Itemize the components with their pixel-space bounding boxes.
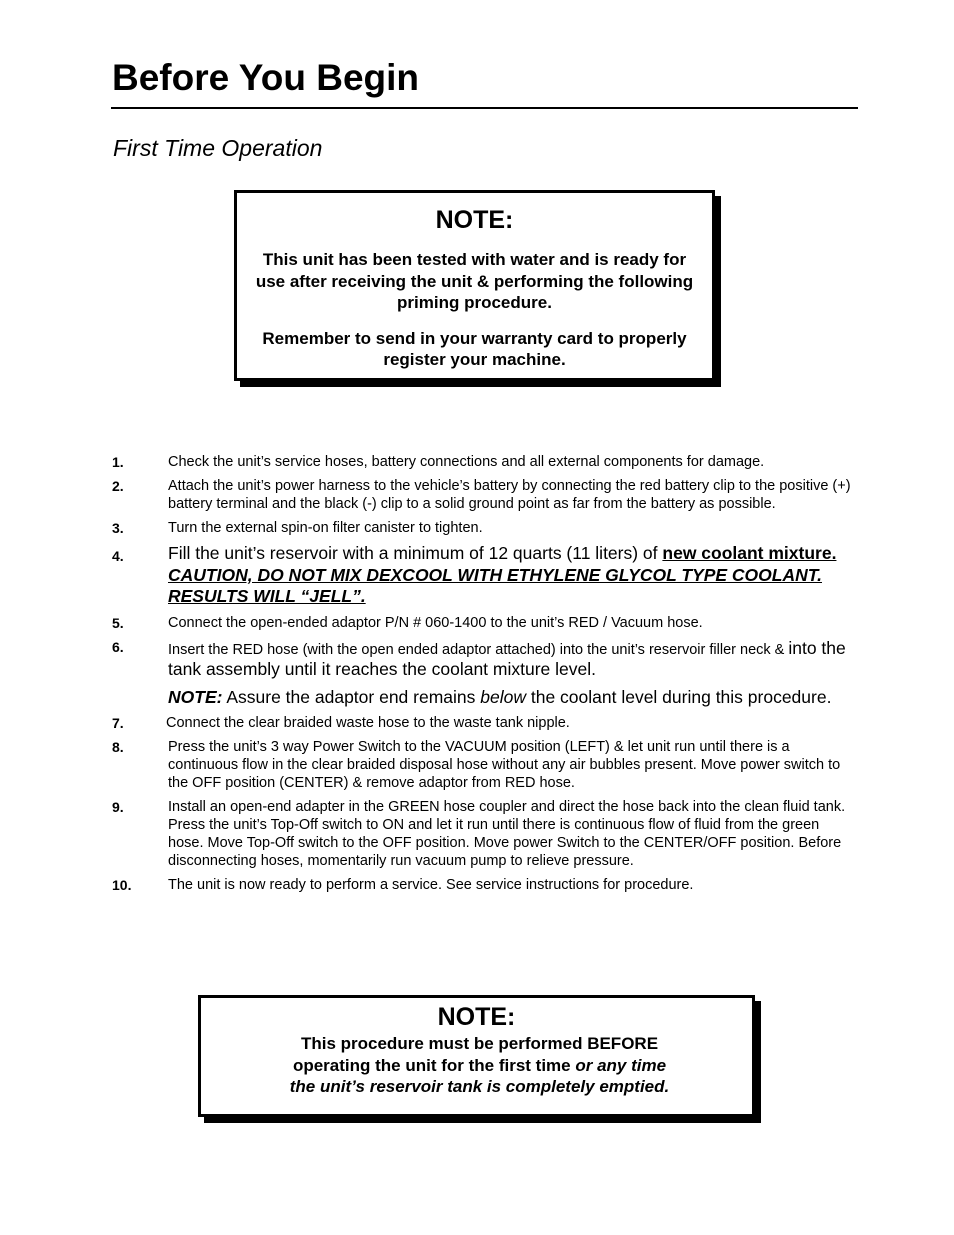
step-text: Turn the external spin-on filter canister to tighten. [168,520,483,536]
note-line-1: This procedure must be performed BEFORE [300,1034,659,1053]
step-item [112,614,852,632]
note-line-2-emphasis: or any time [575,1055,667,1075]
priming-steps-list [112,453,852,900]
step-item [112,798,852,870]
step-item [112,453,852,471]
note-line-2 [207,1055,752,1077]
step-number: 7. [112,715,124,731]
step-number: 5. [112,614,124,631]
note-tested-text: This unit has been tested with water and is ready for use after receiving the unit & performing the following priming procedure. [255,250,694,312]
step-text: Connect the open-ended adaptor P/N # 060-1400 to the unit’s RED / Vacuum hose. [168,614,703,631]
step-note-label: NOTE: [168,686,223,707]
step-item [112,876,852,894]
step-item [112,543,852,608]
step-note-text-end: the coolant level during this procedure. [525,686,832,707]
step-number: 3. [112,520,124,536]
title-divider [111,107,858,109]
step-note-text: Assure the adaptor end remains [222,686,481,707]
note-box-bottom [198,995,755,1117]
step-text: Install an open-end adapter in the GREEN hose coupler and direct the hose back into the clean fluid tank. Press the unit’s Top-Off switch to ON and let it run until there is continuous flow of fluid from the green hose. Move Top-Off switch to the OFF position. Move power Switch to the CENTER/OFF position. Before disconnecting hoses, momentarily run vacuum pump to relieve pressure. [168,799,846,869]
step-item [112,714,852,732]
step-text: Fill the unit’s reservoir with a minimum of 12 quarts (11 liters) of [168,543,663,563]
step-text: Insert the RED hose (with the open ended adaptor attached) into the unit’s reservoir filler neck & [168,641,789,658]
step-text: Press the unit’s 3 way Power Switch to the VACUUM position (LEFT) & let unit run until there is a continuous flow in the clear braided disposal hose without any air bubbles present. Move power switch to the OFF position (CENTER) & remove adaptor from RED hose. [168,739,841,791]
section-subtitle: First Time Operation [113,135,323,161]
step-number: 6. [112,638,124,655]
step-emphasis: new coolant mixture. [662,543,837,563]
step-text-continued: into the tank assembly until it reaches the coolant mixture level. [168,637,846,679]
note-procedure-text [201,1033,752,1098]
step-number: 4. [112,548,124,564]
step-note-emphasis: below [480,686,526,707]
note-box-top [234,190,715,381]
step-item [112,738,852,792]
step-text: Attach the unit’s power harness to the vehicle’s battery by connecting the red battery clip to the positive (+) battery terminal and the black (-) clip to a solid ground point as far from the battery as possible. [168,478,851,512]
step-text: The unit is now ready to perform a service. See service instructions for procedure. [168,877,694,893]
note-heading: NOTE: [437,1003,516,1031]
step-note [112,687,852,709]
step-item [112,519,852,537]
step-number: 9. [112,799,124,815]
step-number: 10. [112,877,132,893]
step-number: 8. [112,739,124,755]
step-text: Connect the clear braided waste hose to the waste tank nipple. [166,715,570,731]
step-item [112,638,852,681]
step-text: Check the unit’s service hoses, battery connections and all external components for damage. [168,454,765,470]
note-warranty-text: Remember to send in your warranty card to properly register your machine. [262,328,687,369]
step-item [112,477,852,513]
note-line-3: the unit’s reservoir tank is completely emptied. [289,1077,670,1096]
step-number: 2. [112,478,124,494]
caution-text: CAUTION, DO NOT MIX DEXCOOL WITH ETHYLENE GLYCOL TYPE COOLANT. RESULTS WILL “JELL”. [168,564,822,606]
note-line-2-text: operating the unit for the first time [292,1055,576,1075]
page-title: Before You Begin [112,57,420,98]
step-number: 1. [112,454,124,470]
note-heading: NOTE: [435,206,514,234]
